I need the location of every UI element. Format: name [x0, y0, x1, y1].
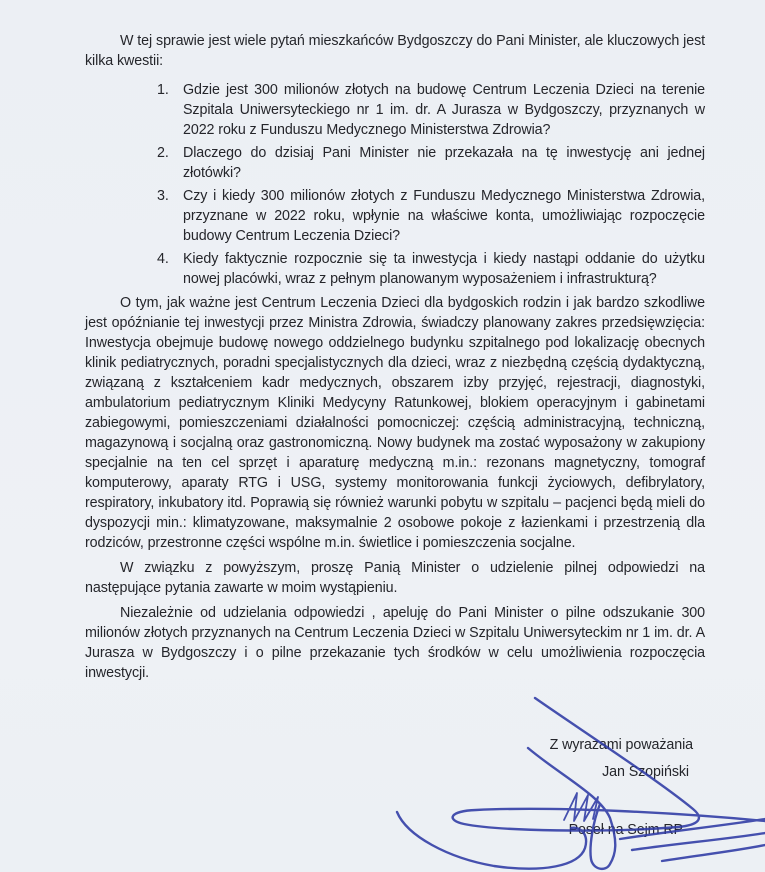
question-text: Gdzie jest 300 milionów złotych na budowę Centrum Leczenia Dzieci na terenie Szpitala Uniwersyteckiego nr 1 im. dr. A Jurasza w Bydgoszczy, przyznanych w 2022 roku z Funduszu Medycznego Ministerstwa Zdrowia? — [183, 82, 705, 138]
question-number: 1. — [157, 82, 169, 98]
question-number: 2. — [157, 145, 169, 161]
scope-paragraph: O tym, jak ważne jest Centrum Leczenia Dzieci dla bydgoskich rodzin i jak bardzo szkodliwe jest opóźnianie tej inwestycji przez Ministra Zdrowia, świadczy planowany zakres przedsięwzięcia: Inwestycja obejmuje budowę nowego oddzielnego budynku szpitalnego pod lokalizację obecnych klinik pediatrycznych, poradni specjalistycznych dla dzieci, wraz z niezbędną częścią dydaktyczną, związaną z kształceniem kadr medycznych, obszarem izby przyjęć, rejestracji, diagnostyki, ambulatorium pediatrycznym Kliniki Medycyny Ratunkowej, blokiem operacyjnym i gabinetami zabiegowymi, pomieszczeniami działalności pomocniczej: częścią administracyjną, techniczną, magazynową i socjalną oraz gastronomiczną. Nowy budynek ma zostać wyposażony w zakupiony specjalnie na ten cel sprzęt i aparaturę medyczną m.in.: rezonans magnetyczny, tomograf komputerowy, aparaty RTG i USG, systemy monitorowania funkcji życiowych, defibrylatory, respiratory, inkubatory itd. Poprawią się również warunki pobytu w szpitalu – pacjenci będą mieli do dyspozycji min.: klimatyzowane, maksymalnie 2 osobowe pokoje z łazienkami i przestrzenią dla rodziców, przestronne części wspólne m.in. świetlice i pomieszczenia socjalne. — [85, 295, 705, 551]
question-item-1 — [85, 80, 705, 140]
request-paragraph: W związku z powyższym, proszę Panią Minister o udzielenie pilnej odpowiedzi na następujące pytania zawarte w moim wystąpieniu. — [85, 560, 705, 596]
intro-paragraph: W tej sprawie jest wiele pytań mieszkańców Bydgoszczy do Pani Minister, ale kluczowych jest kilka kwestii: — [85, 33, 705, 69]
closing-salutation: Z wyrazami poważania — [549, 737, 693, 753]
question-item-4 — [85, 249, 705, 289]
question-number: 3. — [157, 188, 169, 204]
question-text: Kiedy faktycznie rozpocznie się ta inwestycja i kiedy nastąpi oddanie do użytku nowej placówki, wraz z pełnym planowanym wyposażeniem i infrastrukturą? — [183, 251, 705, 287]
question-item-2 — [85, 143, 705, 183]
question-text: Dlaczego do dzisiaj Pani Minister nie przekazała na tę inwestycję ani jednej złotówki? — [183, 145, 705, 181]
closing-block — [550, 735, 693, 840]
question-number: 4. — [157, 251, 169, 267]
question-text: Czy i kiedy 300 milionów złotych z Funduszu Medycznego Ministerstwa Zdrowia, przyznane w 2022 roku, wpłynie na właściwe konta, umożliwiając rozpoczęcie budowy Centrum Leczenia Dzieci? — [183, 188, 705, 244]
signer-name: Jan Szopiński — [602, 764, 689, 780]
question-item-3 — [85, 186, 705, 246]
question-list — [85, 80, 705, 289]
appeal-paragraph: Niezależnie od udzielania odpowiedzi , apeluję do Pani Minister o pilne odszukanie 300 milionów złotych przyznanych na Centrum Leczenia Dzieci w Szpitalu Uniwersyteckim nr 1 im. dr. A Jurasza w Bydgoszczy i o pilne przekazanie tych środków w celu umożliwienia rozpoczęcia inwestycji. — [85, 605, 705, 681]
signer-title: Poseł na Sejm RP — [568, 822, 683, 838]
